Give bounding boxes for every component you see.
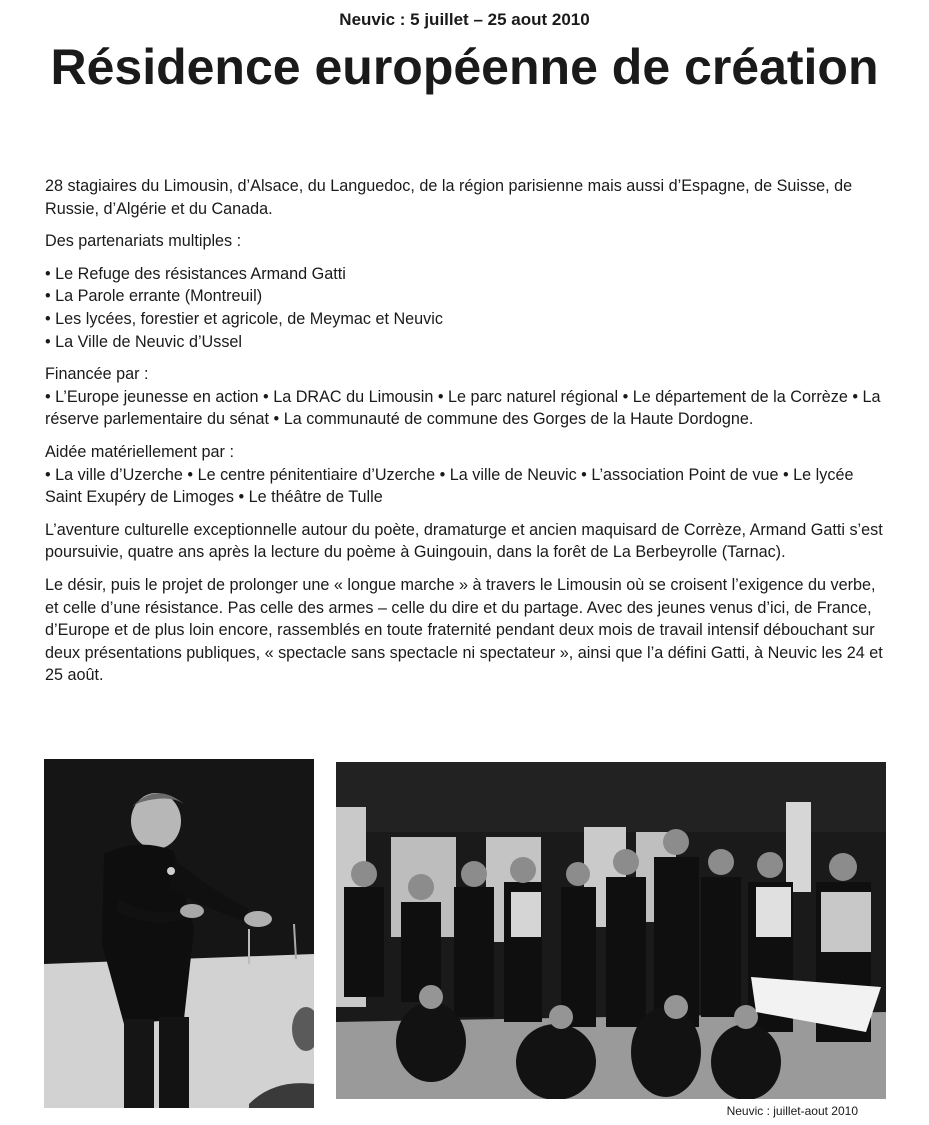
date-line: Neuvic : 5 juillet – 25 aout 2010 (339, 10, 590, 29)
photo-caption: Neuvic : juillet-aout 2010 (726, 1104, 858, 1118)
desire-paragraph: Le désir, puis le projet de prolonger une « longue marche » à travers le Limousin où se croisent l’exigence du verbe, et celle d’une résistance. Pas celle des armes – celle du dire et du partage. Avec des jeunes venus d’ici, de France, d’Europe et de plus loin encore, rassemblés en toute fraternité pendant deux mois de travail intensif débouchant sur deux présentations publiques, « spectacle sans spectacle ni spectateur », ainsi que l’a défini Gatti, à Neuvic les 24 et 25 août. (45, 575, 883, 685)
intro-paragraph: 28 stagiaires du Limousin, d’Alsace, du Languedoc, de la région parisienne mais aussi d’Espagne, de Suisse, de Russie, d’Algérie et du Canada. (45, 177, 853, 218)
adventure-paragraph: L’aventure culturelle exceptionnelle autour du poète, dramaturge et ancien maquisard de Corrèze, Armand Gatti s’est poursuivie, quatre ans après la lecture du poème à Guingouin, dans la forêt de La Berbeyrolle (Tarnac). (45, 520, 883, 562)
material-heading: Aidée matériellement par : (45, 442, 234, 461)
funding-heading: Financée par : (45, 365, 149, 384)
article-body (45, 175, 887, 697)
photo-group-illustration (336, 762, 886, 1099)
list-item: • Les lycées, forestier et agricole, de Meymac et Neuvic (45, 309, 443, 328)
list-item: • La Ville de Neuvic d’Ussel (45, 332, 243, 351)
photo-group-rehearsal (336, 762, 886, 1099)
partners-heading: Des partenariats multiples : (45, 232, 242, 251)
photo-gatti-gesturing (44, 759, 314, 1108)
photo-gatti-illustration (44, 759, 314, 1108)
material-text: • La ville d’Uzerche • Le centre pénitentiaire d’Uzerche • La ville de Neuvic • L’association Point de vue • Le lycée Saint Exupéry de Limoges • Le théâtre de Tulle (45, 465, 854, 507)
list-item: • Le Refuge des résistances Armand Gatti (45, 264, 346, 283)
list-item: • La Parole errante (Montreuil) (45, 287, 263, 306)
page-title: Résidence européenne de création (50, 39, 879, 95)
partners-list (45, 263, 887, 353)
funding-block (45, 363, 887, 431)
funding-text: • L’Europe jeunesse en action • La DRAC du Limousin • Le parc naturel régional • Le département de la Corrèze • La réserve parlementaire du sénat • La communauté de commune des Gorges de la Haute Dordogne. (45, 387, 881, 429)
material-block (45, 441, 887, 509)
